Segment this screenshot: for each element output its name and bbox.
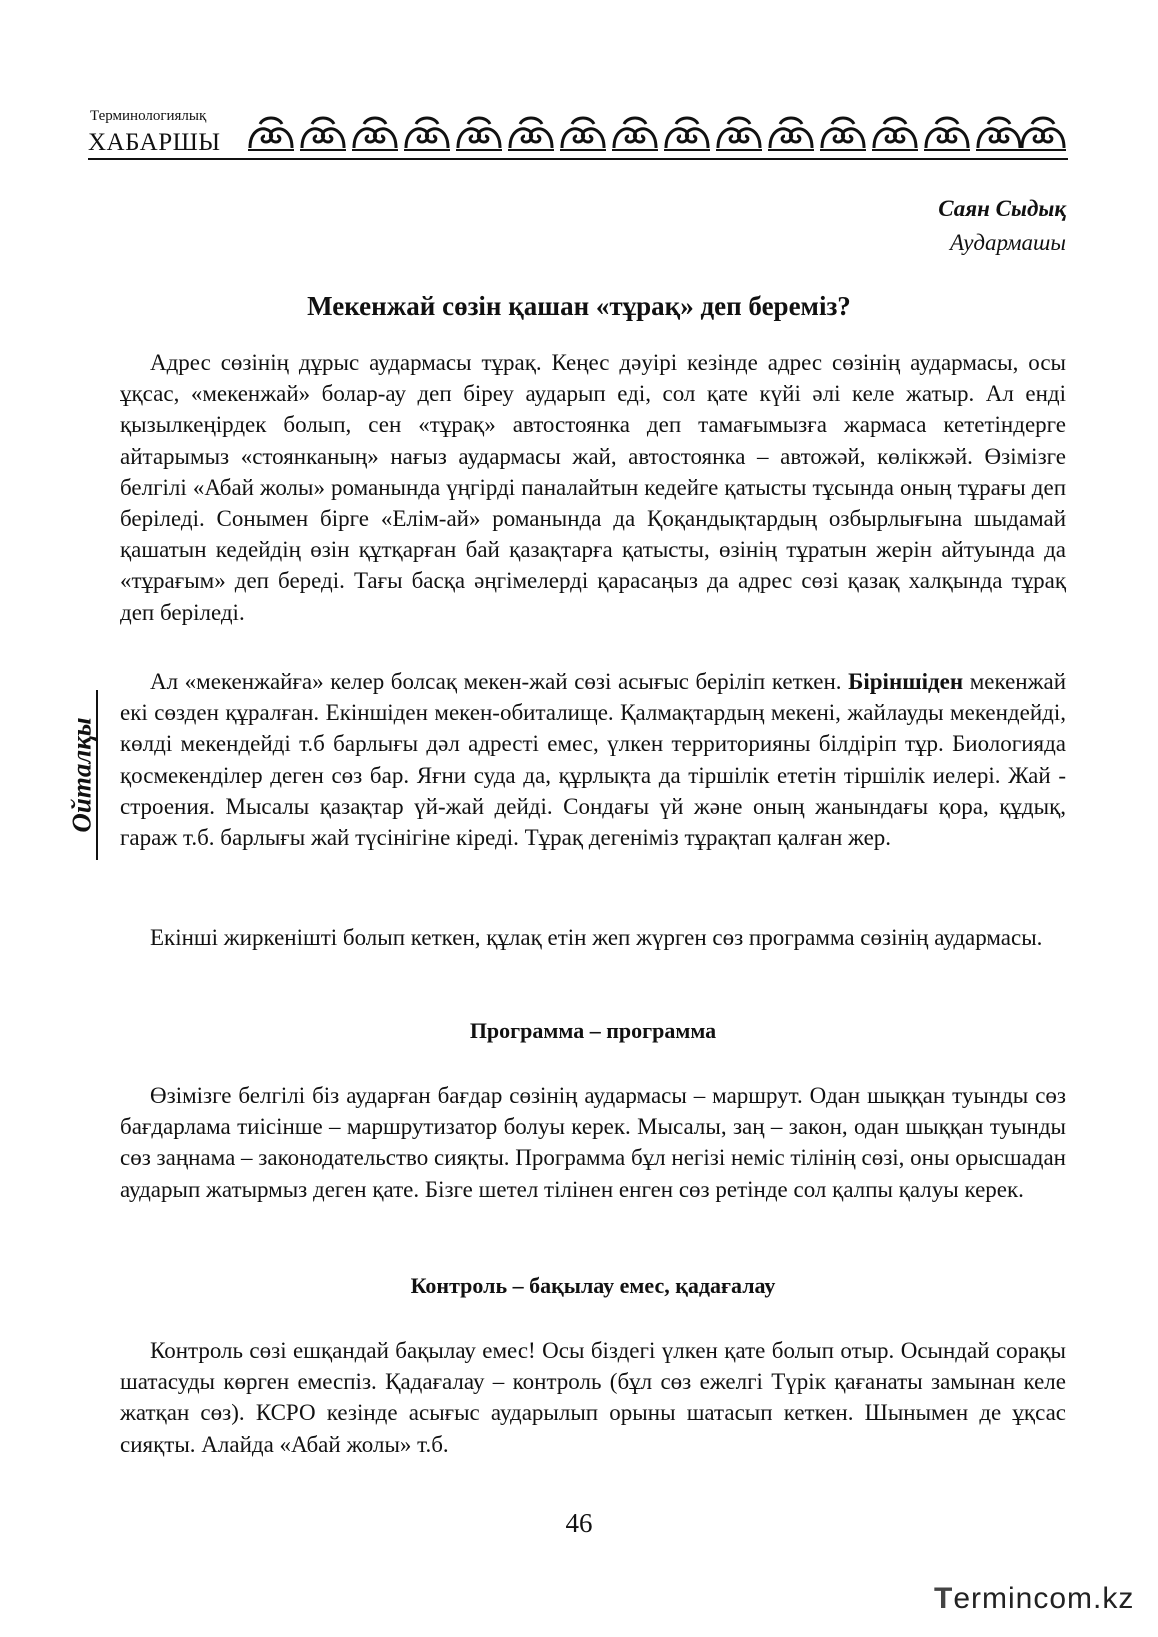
header-rule: [88, 158, 1068, 160]
author-role: Аудармашы: [949, 230, 1066, 255]
paragraph-2-text-b: мекенжай екі сөзден құралған. Екіншіден мекен-обиталище. Қалмақтардың мекені, жайлауды мекендейді, көлді мекендейді т.б барлығы дәл адресті емес, үлкен территорияны білдіріп тұр. Биологияда қосмекенділер деген сөз бар. Яғни суда да, құрлықта да тіршілік ететін тіршілік иелері. Жай - строения. Мысалы қазақтар үй-жай дейді. Сондағы үй және оның жанындағы қора, құдық, гараж т.б. барлығы жай түсінігіне кіреді. Тұрақ дегеніміз тұрақтап қалған жер.: [120, 669, 1067, 851]
paragraph-2-bold: Біріншіден: [848, 669, 964, 694]
paragraph-2-text-a: Ал «мекенжайға» келер болсақ мекен-жай сөзі асығыс беріліп кеткен.: [150, 669, 842, 694]
article-title: Мекенжай сөзін қашан «тұрақ» деп береміз?: [307, 291, 851, 321]
author-block: [938, 192, 1066, 260]
author-name: Саян Сыдық: [938, 196, 1066, 221]
paragraph-1-text: Адрес сөзінің дұрыс аудармасы тұрақ. Кеңес дәуірі кезінде адрес сөзінің аудармасы, осы ұқсас, «мекенжай» болар-ау деп біреу аударып еді, сол қате күйі әлі келе жатыр. Ал енді қызылкеңірдек болып, сен «тұрақ» автостоянка деп тамағымызға жармаса кететіндерге айтарымыз «стоянканың» нағыз аудармасы жай, автостоянка – автожәй, көлікжәй. Өзімізге белгілі «Абай жолы» романында үңгірді паналайтын кедейге қатысты тұсында оның тұрағы деп беріледі. Сонымен бірге «Елім-ай» романында да Қоқандықтардың озбырлығына шыдамай қашатын кедейдің өзін құтқарған бай қазақтарға қатысты, өзінің тұратын жерін айтуында да «тұрағым» деп береді. Тағы басқа әңгімелерді қарасаңыз да адрес сөзі қазақ халқында тұрақ деп беріледі.: [120, 350, 1066, 625]
paragraph-5: [120, 1335, 1066, 1460]
paragraph-2: [120, 666, 1066, 853]
page-number: 46: [565, 1508, 593, 1538]
paragraph-4-text: Өзімізге белгілі біз аударған бағдар сөзінің аудармасы – маршрут. Одан шыққан туынды сөз бағдарлама тиісінше – маршрутизатор болуы керек. Мысалы, заң – закон, одан шыққан туынды сөз заңнама – законодательство сияқты. Программа бұл негізі неміс тілінің сөзі, оны орысшадан аударып жатырмыз деген қате. Бізге шетел тілінен енген сөз ретінде сол қалпы қалуы керек.: [120, 1083, 1066, 1202]
subheading-program: Программа – программа: [469, 1018, 717, 1043]
side-section-label: [62, 690, 102, 860]
header-small-title: Терминологиялық: [90, 108, 207, 124]
paragraph-3: [120, 922, 1066, 953]
ornament-border-icon: [246, 112, 1068, 156]
subheading-control: Контроль – бақылау емес, қадағалау: [410, 1273, 776, 1298]
site-logo: Termincom.kz: [934, 1582, 1135, 1615]
running-header: [88, 108, 1068, 160]
header-big-title: ХАБАРШЫ: [88, 129, 221, 156]
paragraph-5-text: Контроль сөзі ешқандай бақылау емес! Осы біздегі үлкен қате болып отыр. Осындай сорақы шатасуды көрген емеспіз. Қадағалау – контроль (бұл сөз ежелгі Түрік қағанаты замынан келе жатқан сөз). КСРО кезінде асығыс аударылып орыны шатасып кеткен. Шынымен де ұқсас сияқты. Алайда «Абай жолы» т.б.: [120, 1338, 1066, 1457]
side-label-text: Ойталқы: [66, 717, 97, 833]
paragraph-4: [120, 1080, 1066, 1205]
side-label-rule: [96, 690, 98, 860]
paragraph-1: [120, 347, 1066, 628]
paragraph-3-text: Екінші жиркенішті болып кеткен, құлақ етін жеп жүрген сөз программа сөзінің аудармасы.: [150, 925, 1043, 950]
